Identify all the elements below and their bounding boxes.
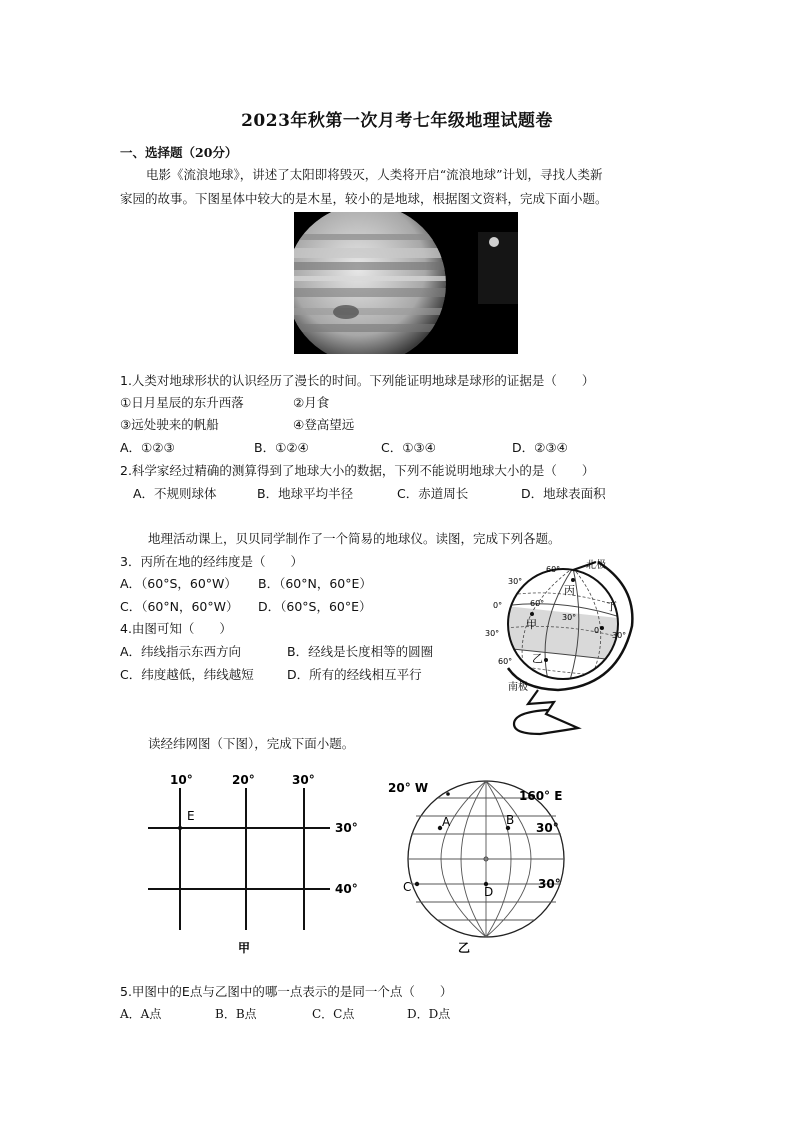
sphere-point-d: D: [484, 885, 494, 899]
globe-deg-30-inner: 30°: [562, 613, 577, 622]
q5-option-b[interactable]: B．B点: [215, 1007, 257, 1021]
q1-statement-1: ①日月星辰的东升西落: [120, 395, 244, 410]
jupiter-earth-photo: [294, 212, 518, 354]
q3-option-c[interactable]: C．（60°N，60°W）: [120, 599, 239, 614]
q1-option-a[interactable]: A．①②③: [120, 440, 175, 455]
q3-option-a[interactable]: A．（60°S，60°W）: [120, 576, 237, 591]
globe-deg-30-left: 30°: [508, 577, 523, 586]
globe-deg-60-left: 60°: [498, 657, 513, 666]
sphere-point-c: C: [403, 880, 412, 894]
intro-line-2: 家园的故事。下图星体中较大的是木星，较小的是地球，根据图文资料，完成下面小题。: [120, 191, 608, 206]
grid-lon-10: 10°: [170, 773, 193, 787]
sphere-point-b: B: [506, 813, 515, 827]
intro-globe: 地理活动课上，贝贝同学制作了一个简易的地球仪。读图，完成下列各题。: [148, 531, 561, 546]
page-title: 2023年秋第一次月考七年级地理试题卷: [241, 111, 553, 131]
sphere-diagram: [376, 774, 576, 956]
q5-option-a[interactable]: A．A点: [120, 1007, 162, 1021]
grid-diagram: [140, 768, 380, 958]
grid-lat-40: 40°: [335, 882, 358, 896]
globe-deg-60-inner: 60°: [530, 599, 545, 608]
globe-deg-30-right: 30°: [612, 631, 627, 640]
globe-diagram: [478, 556, 658, 746]
label-bing: 丙: [564, 584, 575, 597]
grid-caption: 甲: [238, 941, 251, 955]
q4-option-d[interactable]: D．所有的经线相互平行: [287, 667, 422, 682]
sphere-caption: 乙: [458, 941, 471, 955]
label-north-pole: 北极: [586, 560, 606, 571]
label-yi: 乙: [532, 652, 543, 665]
q2-option-b[interactable]: B．地球平均半径: [257, 486, 354, 501]
sphere-lat-30-bottom: 30°: [538, 877, 561, 891]
q5-stem: 5.甲图中的E点与乙图中的哪一点表示的是同一个点（ ）: [120, 984, 453, 999]
q4-option-c[interactable]: C．纬度越低，纬线越短: [120, 667, 254, 682]
q5-option-d[interactable]: D．D点: [407, 1007, 451, 1021]
globe-deg-60-top: 60°: [546, 565, 561, 574]
sphere-label-20w: 20° W: [388, 781, 429, 795]
q2-option-a[interactable]: A．不规则球体: [133, 486, 217, 501]
grid-lon-20: 20°: [232, 773, 255, 787]
q1-option-c[interactable]: C．①③④: [381, 440, 436, 455]
globe-deg-0-inner: 0°: [594, 626, 604, 635]
sphere-label-160e: 160° E: [519, 789, 563, 803]
q1-option-d[interactable]: D．②③④: [512, 440, 568, 455]
q4-stem: 4.由图可知（ ）: [120, 621, 232, 636]
q1-statement-2: ②月食: [293, 395, 330, 410]
label-jia: 甲: [526, 618, 537, 631]
q2-stem: 2.科学家经过精确的测算得到了地球大小的数据，下列不能说明地球大小的是（ ）: [120, 463, 595, 478]
q1-statement-4: ④登高望远: [293, 417, 355, 432]
intro-line-1: 电影《流浪地球》，讲述了太阳即将毁灭，人类将开启“流浪地球”计划，寻找人类新: [146, 167, 603, 182]
q1-stem: 1.人类对地球形状的认识经历了漫长的时间。下列能证明地球是球形的证据是（ ）: [120, 373, 595, 388]
q3-option-d[interactable]: D．（60°S，60°E）: [258, 599, 372, 614]
q3-option-b[interactable]: B．（60°N，60°E）: [258, 576, 372, 591]
q4-option-a[interactable]: A．纬线指示东西方向: [120, 644, 242, 659]
sphere-lat-30-top: 30°: [536, 821, 559, 835]
q4-option-b[interactable]: B．经线是长度相等的圆圈: [287, 644, 434, 659]
sphere-point-a: A: [442, 815, 451, 829]
label-ding: 丁: [606, 600, 617, 613]
q2-option-c[interactable]: C．赤道周长: [397, 486, 469, 501]
q2-option-d[interactable]: D．地球表面积: [521, 486, 606, 501]
q3-stem: 3．丙所在地的经纬度是（ ）: [120, 554, 303, 569]
section-heading: 一、选择题（20分）: [120, 145, 238, 160]
q1-option-b[interactable]: B．①②④: [254, 440, 309, 455]
q1-statement-3: ③远处驶来的帆船: [120, 417, 219, 432]
intro-grid: 读经纬网图（下图），完成下面小题。: [148, 736, 355, 751]
globe-deg-0-left: 0°: [493, 601, 503, 610]
q5-option-c[interactable]: C．C点: [312, 1007, 355, 1021]
globe-deg-30-left-low: 30°: [485, 629, 500, 638]
label-south-pole: 南极: [508, 682, 528, 693]
grid-lat-30: 30°: [335, 821, 358, 835]
grid-point-e: E: [187, 809, 195, 823]
grid-lon-30: 30°: [292, 773, 315, 787]
